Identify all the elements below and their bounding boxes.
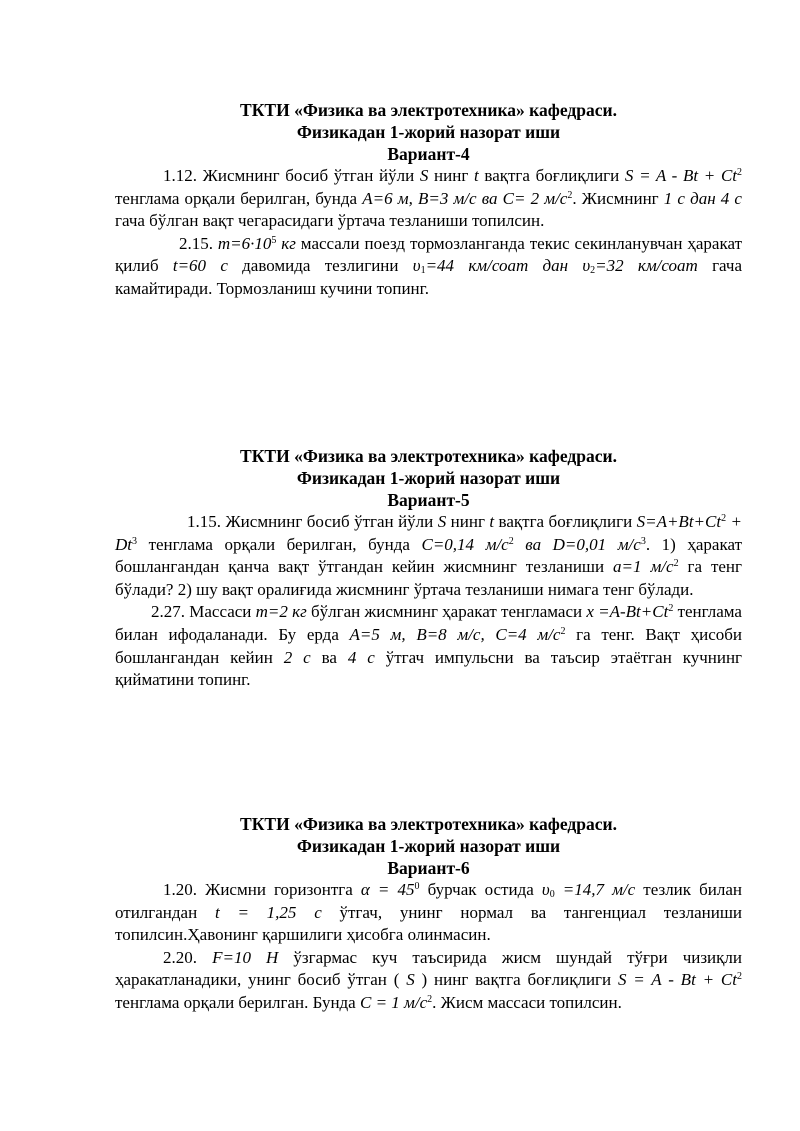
coordinate-x-symbol: x [586,602,594,622]
variant-title: Вариант-6 [387,858,470,878]
variant-title: Вариант-5 [387,490,470,510]
variant-4-block [115,99,742,301]
problem-2-20: 2.20. F=10 Н ўзгармас куч таъсирида жисм шундай тўғри чизиқли ҳаракатланадики, унинг босиб ўтган ( S ) нинг вақтга боғлиқлиги $S = A - Bt + Ct^2$ тенглама орқали берилган. Бунда C = 1 $м/с^2$. Жисм массаси топилсин. [115,947,742,1012]
variant-title: Вариант-4 [387,144,470,164]
problem-1-12: 1.12. Жисмнинг босиб ўтган йўли S нинг t вақтга боғлиқлиги $S = A - Bt + Ct^2$ тенглама орқали берилган, бунда A=6 м, B=3 м/с ва C= 2 $м/с^2$. Жисмнинг 1 с дан 4 с гача бўлган вақт чегарасидаги ўртача тезланиши топилсин. [115,166,743,231]
variant-6-block [115,813,742,1015]
problem-1-15: 1.15. Жисмнинг босиб ўтган йўли S нинг t вақтга боғлиқлиги $S=A+Bt+Ct^2 + Dt^3$ тенглама орқали берилган, бунда C=0,14 $м/с^2$ ва D=0,01 $м/с^3$. 1) ҳаракат бошлангандан қанча вақт ўтгандан кейин жисмнинг тезланиши а=1 $м/с^2$ га тенг бўлади? 2) шу вақт оралиғида жисмнинг ўртача тезланиши нимага тенг бўлади. [115,512,742,599]
work-title: Физикадан 1-жорий назорат иши [296,468,561,488]
problem-1-20: 1.20. Жисмни горизонтга $\alpha = 45^0$ бурчак остида $\upsilon_0 =14,7$ м/с тезлик билан отилгандан t = 1,25 с ўтгач, унинг нормал ва тангенциал тезланиши топилсин.Ҳавонинг қаршилиги ҳисобга олинмасин. [115,880,743,945]
variant-5-block [115,445,742,692]
department-heading: ТКТИ «Физика ва электротехника» кафедраси. [240,814,617,834]
department-heading: ТКТИ «Физика ва электротехника» кафедраси. [240,446,617,466]
work-title: Физикадан 1-жорий назорат иши [296,122,561,142]
work-title: Физикадан 1-жорий назорат иши [296,836,561,856]
problem-2-27: 2.27. Массаси m=2 кг бўлган жисмнинг ҳаракат тенгламаси $x =A-Bt+Ct^2$ тенглама билан ифодаланади. Бу ерда А=5 м, B=8 м/с, С=4 $м/с^2$ га тенг. Вақт ҳисоби бошлангандан кейин 2 с ва 4 с ўтгач импульсни ва таъсир этаётган кучнинг қийматини топинг. [115,602,743,690]
problem-2-15: 2.15. $m=6\cdot 10^5$ кг массали поезд тормозланганда текис секинланувчан ҳаракат қилиб t=60 с давомида тезлигини $\upsilon_1=44$ км/соат дан $\upsilon_2=32$ км/соат гача камайтиради. Тормозланиш кучини топинг. [115,233,742,298]
department-heading: ТКТИ «Физика ва электротехника» кафедраси. [240,100,617,120]
